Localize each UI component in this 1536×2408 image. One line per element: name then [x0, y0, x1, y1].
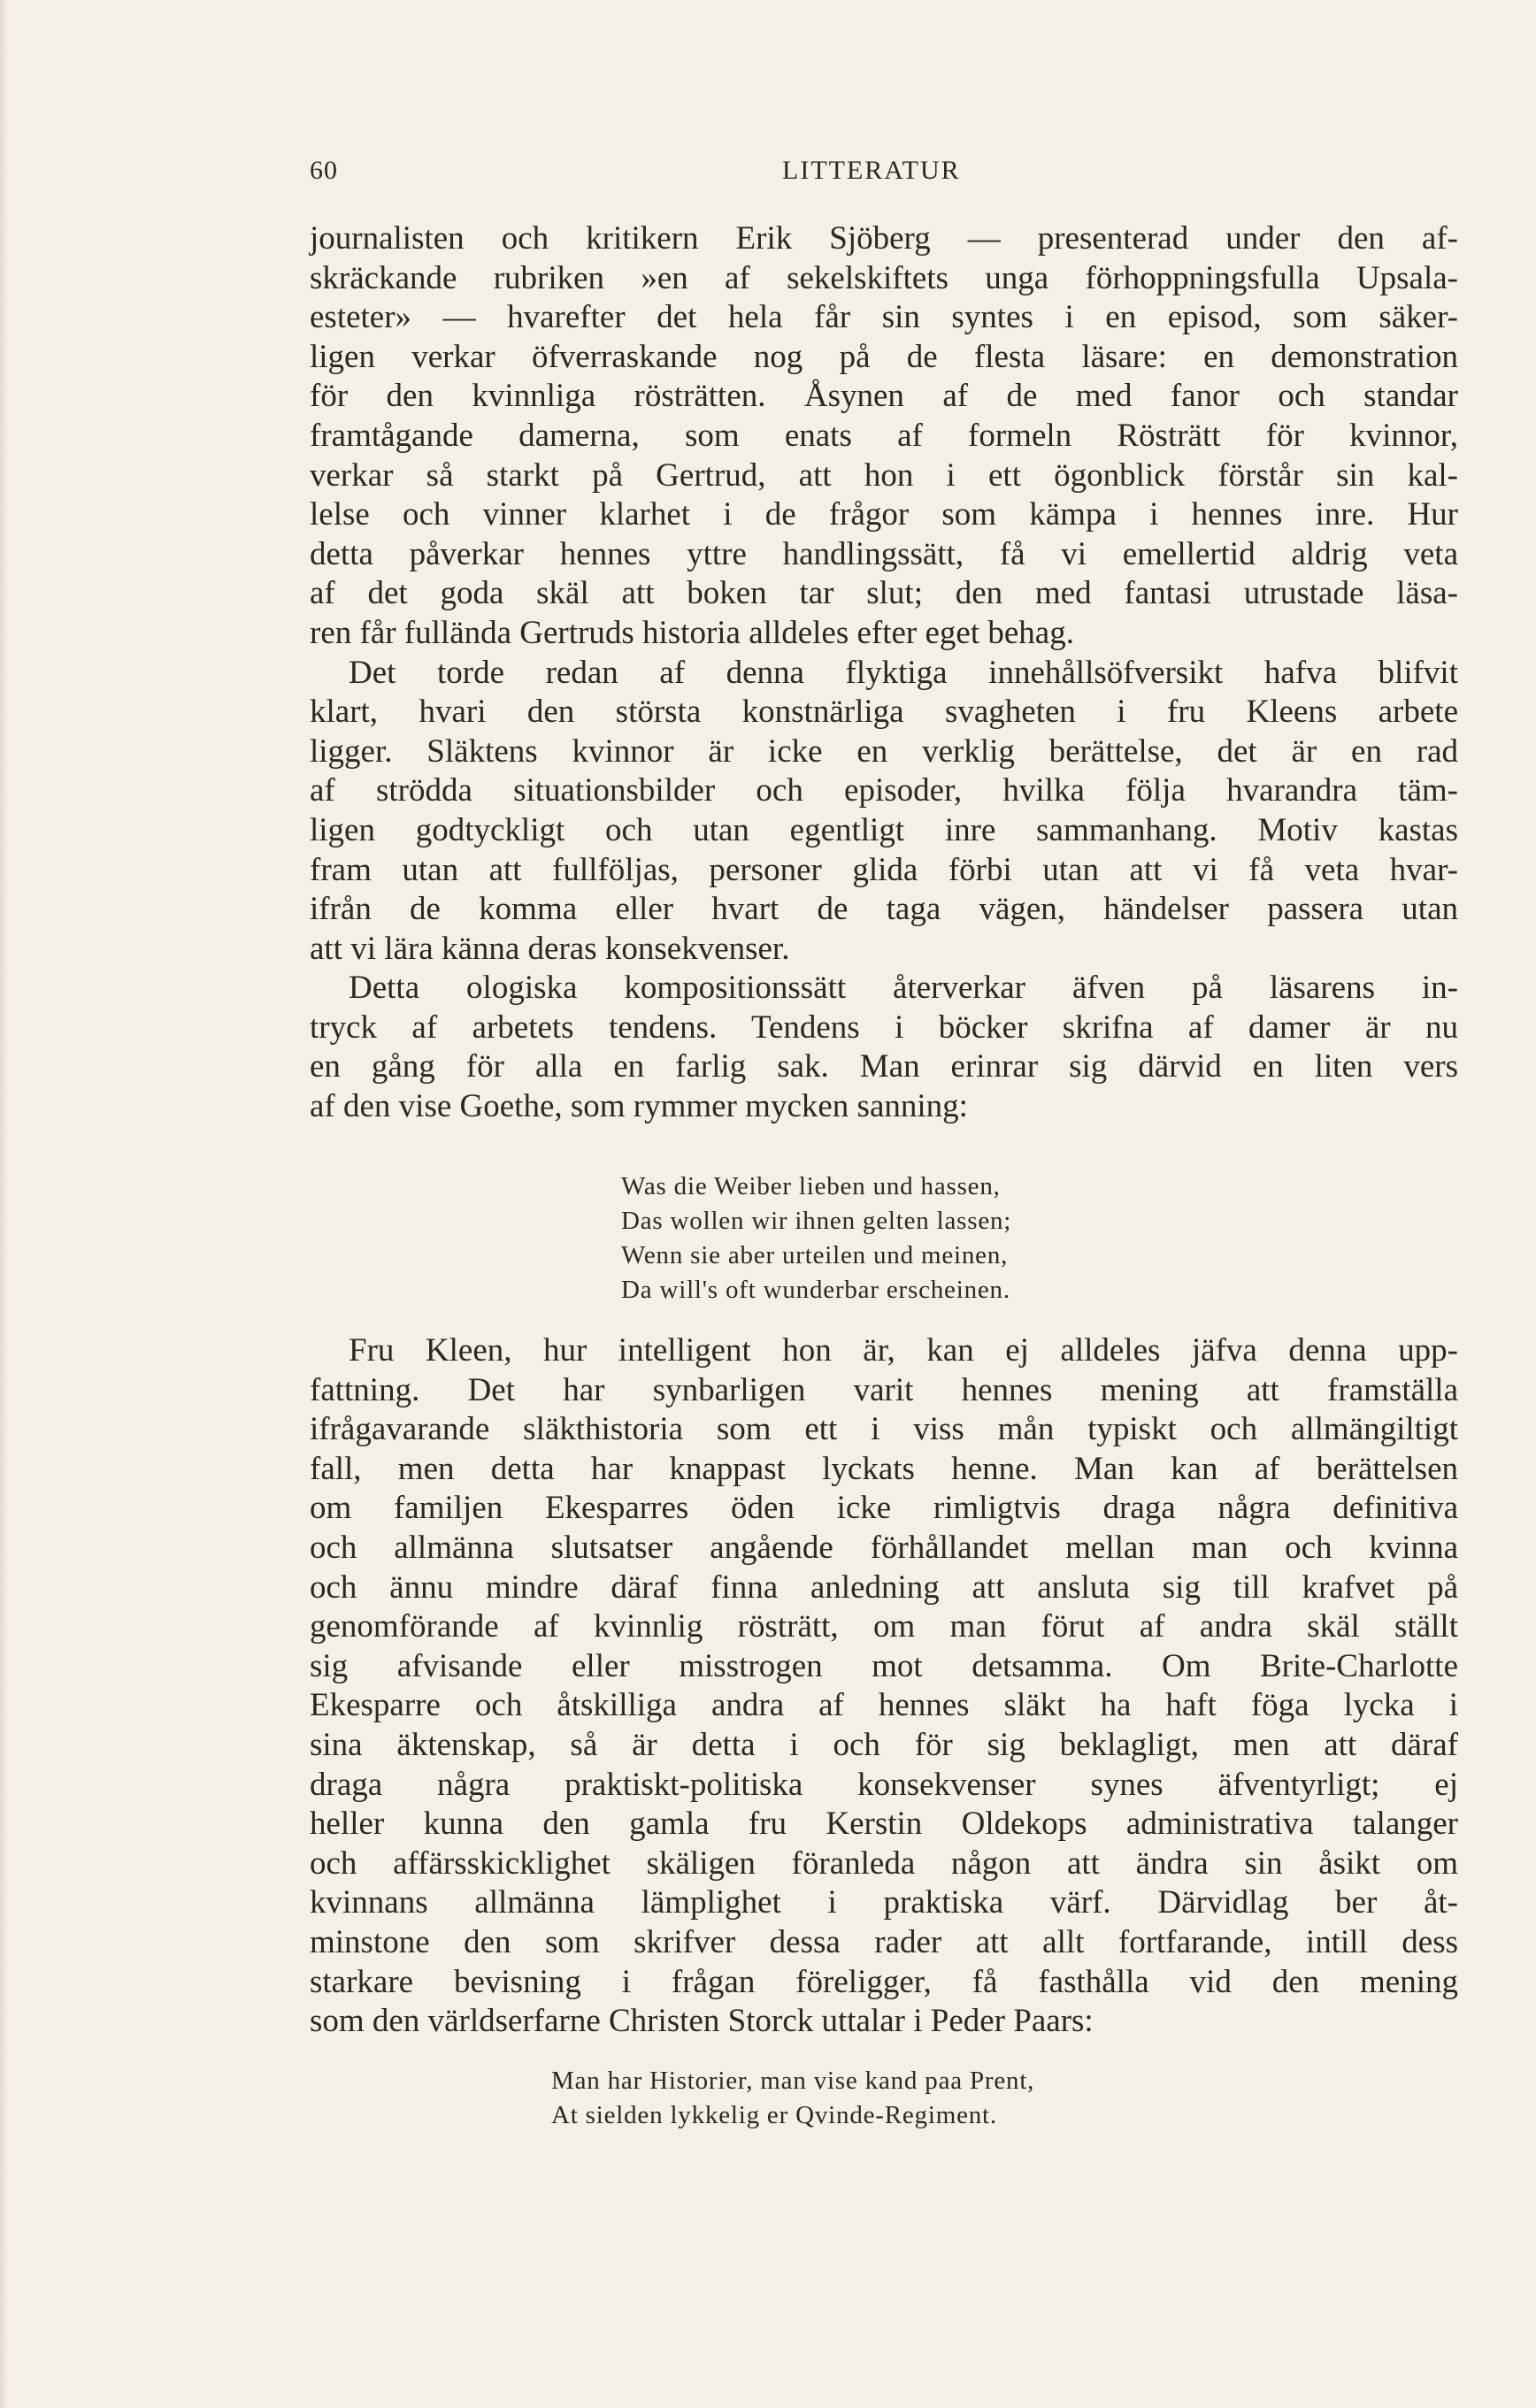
text-line: ligger. Släktens kvinnor är icke en verklig berättelse, det är en rad: [310, 732, 1458, 770]
verse-line: At sielden lykkelig er Qvinde-Regiment.: [551, 2101, 997, 2129]
text-line: af den vise Goethe, som rymmer mycken sanning:: [310, 1088, 968, 1125]
body-text-lower: [310, 1331, 1458, 2042]
text-line: Ekesparre och åtskilliga andra af hennes släkt ha haft föga lycka i: [310, 1687, 1458, 1724]
verse-holberg: [551, 2064, 1224, 2133]
text-line: sig afvisande eller misstrogen mot detsamma. Om Brite-Charlotte: [310, 1647, 1458, 1684]
text-line: af strödda situationsbilder och episoder, hvilka följa hvarandra täm-: [310, 772, 1458, 809]
text-line: heller kunna den gamla fru Kerstin Oldekops administrativa talanger: [310, 1806, 1458, 1843]
text-line: starkare bevisning i frågan föreligger, få fasthålla vid den mening: [310, 1963, 1458, 2000]
page-number: 60: [310, 156, 338, 185]
paragraph: [310, 219, 1458, 654]
text-line: ifrågavarande släkthistoria som ett i viss mån typiskt och allmängiltigt: [310, 1411, 1458, 1448]
text-line: framtågande damerna, som enats af formeln Rösträtt för kvinnor,: [310, 417, 1458, 454]
text-line: Detta ologiska kompositionssätt återverkar äfven på läsarens in-: [349, 970, 1458, 1007]
text-line: och ännu mindre däraf finna anledning att ansluta sig till krafvet på: [310, 1568, 1458, 1606]
text-line: minstone den som skrifver dessa rader att allt fortfarande, intill dess: [310, 1923, 1458, 1960]
text-line: och allmänna slutsatser angående förhållandet mellan man och kvinna: [310, 1529, 1458, 1566]
verse-line: Wenn sie aber urteilen und meinen,: [621, 1241, 1009, 1269]
text-line: skräckande rubriken »en af sekelskiftets unga förhoppningsfulla Upsala-: [310, 259, 1458, 296]
text-line: och affärsskicklighet skäligen föranleda någon att ändra sin åsikt om: [310, 1844, 1458, 1882]
text-line: sina äktenskap, så är detta i och för sig beklagligt, men att däraf: [310, 1726, 1458, 1763]
text-line: tryck af arbetets tendens. Tendens i böcker skrifna af damer är nu: [310, 1008, 1458, 1046]
text-line: fall, men detta har knappast lyckats henne. Man kan af berättelsen: [310, 1450, 1458, 1487]
running-head: LITTERATUR: [782, 156, 961, 185]
text-line: fattning. Det har synbarligen varit hennes mening att framställa: [310, 1371, 1458, 1408]
verse-line: Man har Historier, man vise kand paa Prent,: [551, 2067, 1035, 2095]
text-line: lelse och vinner klarhet i de frågor som kämpa i hennes inre. Hur: [310, 496, 1458, 533]
text-line: ligen godtyckligt och utan egentligt inre sammanhang. Motiv kastas: [310, 811, 1458, 848]
verse-goethe: [621, 1169, 1294, 1308]
body-text-upper: [310, 219, 1458, 1127]
text-line: kvinnans allmänna lämplighet i praktiska värf. Därvidlag ber åt-: [310, 1884, 1458, 1921]
text-line: genomförande af kvinnlig rösträtt, om man förut af andra skäl ställt: [310, 1608, 1458, 1645]
paragraph: [310, 654, 1458, 970]
paragraph: [310, 969, 1458, 1126]
text-line: fram utan att fullföljas, personer glida förbi utan att vi få veta hvar-: [310, 851, 1458, 888]
text-line: Fru Kleen, hur intelligent hon är, kan ej alldeles jäfva denna upp-: [349, 1332, 1458, 1369]
text-line: af det goda skäl att boken tar slut; den med fantasi utrustade läsa-: [310, 575, 1458, 612]
paragraph: [310, 1331, 1458, 2042]
verse-line: Das wollen wir ihnen gelten lassen;: [621, 1207, 1012, 1235]
text-line: för den kvinnliga rösträtten. Åsynen af de med fanor och standar: [310, 378, 1458, 415]
text-line: ifrån de komma eller hvart de taga vägen, händelser passera utan: [310, 891, 1458, 928]
text-line: journalisten och kritikern Erik Sjöberg — presenterad under den af-: [310, 220, 1458, 257]
verse-line: Was die Weiber lieben und hassen,: [621, 1172, 1001, 1200]
text-line: draga några praktiskt-politiska konsekvenser synes äfventyrligt; ej: [310, 1766, 1458, 1803]
text-line: som den världserfarne Christen Storck uttalar i Peder Paars:: [310, 2003, 1094, 2040]
text-line: ligen verkar öfverraskande nog på de flesta läsare: en demonstration: [310, 338, 1458, 375]
text-line: Det torde redan af denna flyktiga innehållsöfversikt hafva blifvit: [349, 654, 1458, 691]
text-line: en gång för alla en farlig sak. Man erinrar sig därvid en liten vers: [310, 1048, 1458, 1085]
text-line: klart, hvari den största konstnärliga svagheten i fru Kleens arbete: [310, 694, 1458, 731]
verse-line: Da will's oft wunderbar erscheinen.: [621, 1276, 1010, 1304]
text-line: detta påverkar hennes yttre handlingssätt, få vi emellertid aldrig veta: [310, 535, 1458, 572]
page-header: [310, 156, 1486, 191]
page-edge: [0, 0, 9, 2408]
text-line: att vi lära känna deras konsekvenser.: [310, 930, 790, 967]
text-line: om familjen Ekesparres öden icke rimligtvis draga några definitiva: [310, 1490, 1458, 1527]
text-line: verkar så starkt på Gertrud, att hon i ett ögonblick förstår sin kal-: [310, 456, 1458, 494]
text-line: ren får fullända Gertruds historia alldeles efter eget behag.: [310, 614, 1074, 651]
text-line: esteter» — hvarefter det hela får sin syntes i en episod, som säker-: [310, 299, 1458, 336]
